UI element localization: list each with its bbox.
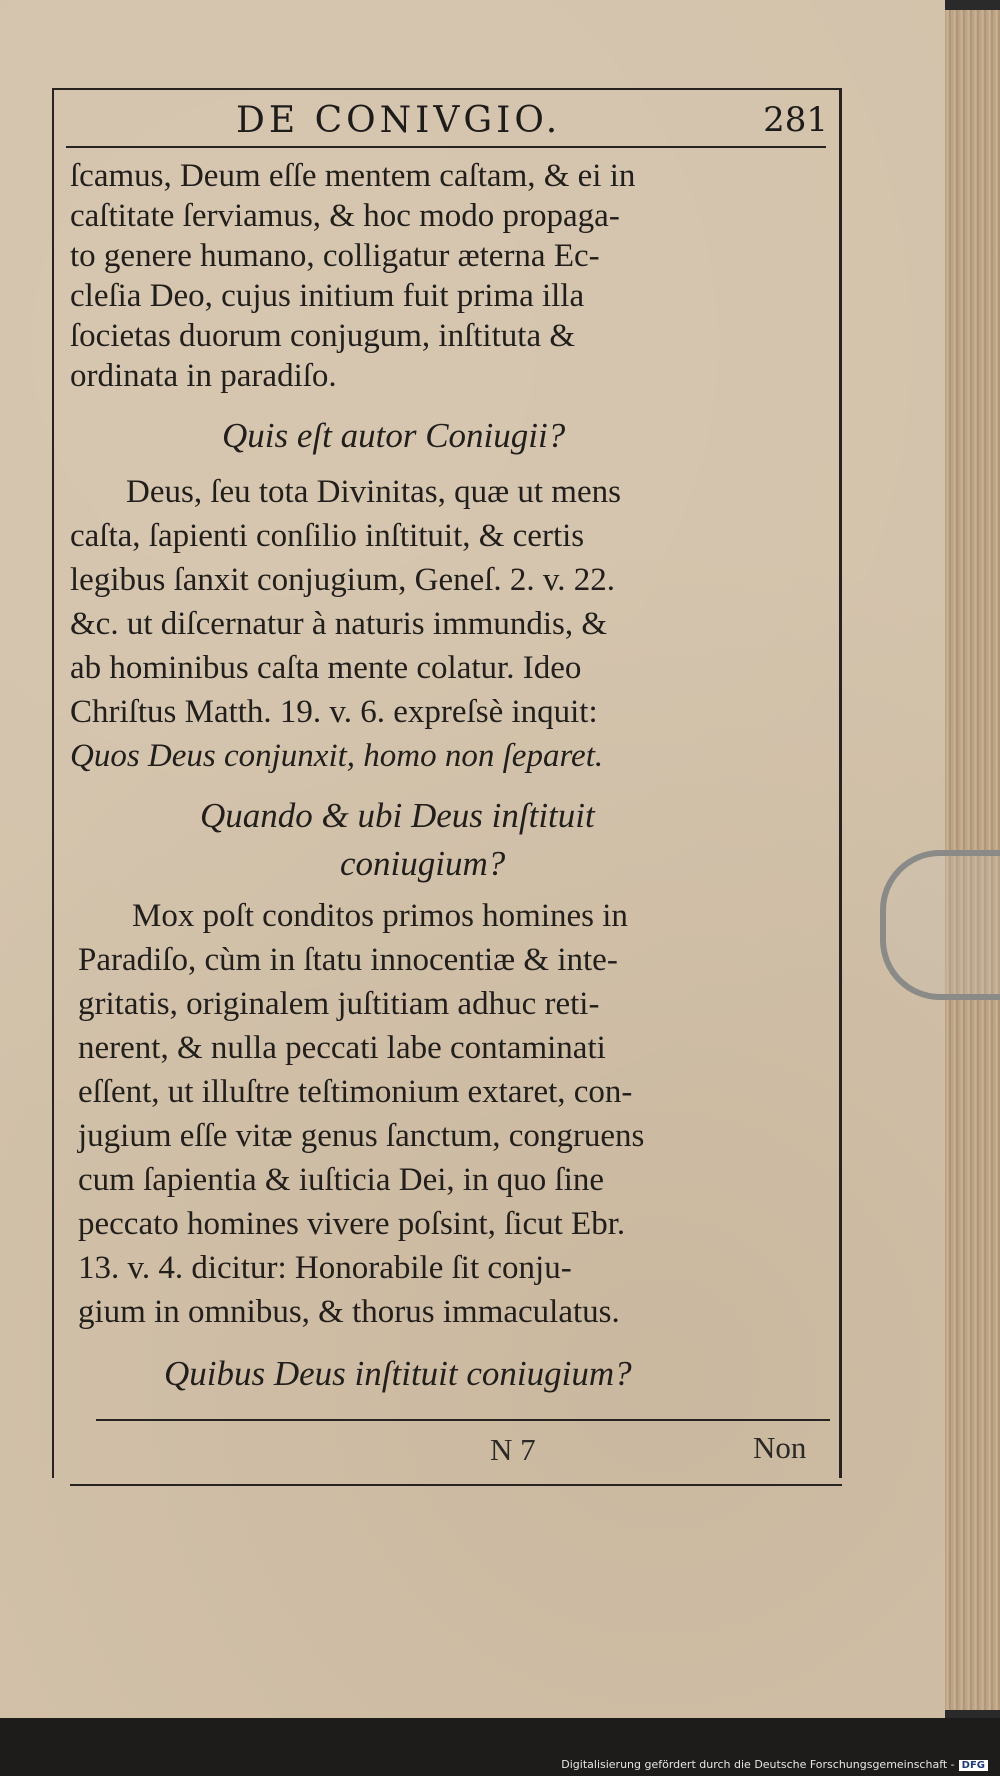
text-line: Mox poſt conditos primos homines in <box>132 898 628 934</box>
text-line: caſtitate ſerviamus, & hoc modo propaga- <box>70 198 620 234</box>
signature-rule <box>96 1419 830 1421</box>
running-head <box>66 100 830 144</box>
text-line: 13. v. 4. dicitur: Honorabile ſit conju- <box>78 1250 572 1286</box>
text-line: cum ſapientia & iuſticia Dei, in quo ſine <box>78 1162 605 1198</box>
digitization-credit <box>561 1758 988 1771</box>
text-line: eſſent, ut illuſtre teſtimonium extaret, con- <box>78 1074 633 1110</box>
text-line: Deus, ſeu tota Divinitas, quæ ut mens <box>126 474 621 510</box>
text-line: caſta, ſapienti conſilio inſtituit, & certis <box>70 518 585 554</box>
text-line: nerent, & nulla peccati labe contaminati <box>78 1030 606 1066</box>
section-heading: Quis eſt autor Coniugii? <box>222 416 566 455</box>
section-heading: coniugium? <box>340 844 506 883</box>
text-line: ſocietas duorum conjugum, inſtituta & <box>70 318 576 354</box>
running-title: DE CONIVGIO. <box>236 100 562 141</box>
quote-line: Quos Deus conjunxit, homo non ſeparet. <box>70 738 604 774</box>
section-heading: Quibus Deus inſtituit coniugium? <box>164 1354 632 1393</box>
text-line: Paradiſo, cùm in ſtatu innocentiæ & inte- <box>78 942 618 978</box>
book-clasp <box>880 850 1000 1000</box>
text-line: peccato homines vivere poſsint, ſicut Ebr. <box>78 1206 626 1242</box>
text-line: gium in omnibus, & thorus immaculatus. <box>78 1294 620 1330</box>
text-line: cleſia Deo, cujus initium fuit prima illa <box>70 278 585 314</box>
dfg-logo: DFG <box>959 1760 988 1771</box>
text-line: ſcamus, Deum eſſe mentem caſtam, & ei in <box>70 158 636 194</box>
text-line: jugium eſſe vitæ genus ſanctum, congruens <box>78 1118 645 1154</box>
text-line: Chriſtus Matth. 19. v. 6. expreſsè inquit: <box>70 694 598 730</box>
signature-mark: N 7 <box>490 1432 536 1467</box>
printed-frame-bottom-rule <box>70 1484 842 1486</box>
catchword: Non <box>753 1430 807 1465</box>
text-line: ordinata in paradiſo. <box>70 358 337 394</box>
page-number: 281 <box>763 100 828 140</box>
text-line: gritatis, originalem juſtitiam adhuc reti- <box>78 986 600 1022</box>
section-heading: Quando & ubi Deus inſtituit <box>200 796 595 835</box>
text-line: &c. ut diſcernatur à naturis immundis, & <box>70 606 608 642</box>
text-line: to genere humano, colligatur æterna Ec- <box>70 238 600 274</box>
credit-text: Digitalisierung gefördert durch die Deutsche Forschungsgemeinschaft - <box>561 1758 955 1771</box>
head-rule <box>66 146 826 148</box>
text-line: ab hominibus caſta mente colatur. Ideo <box>70 650 582 686</box>
text-line: legibus ſanxit conjugium, Geneſ. 2. v. 22. <box>70 562 616 598</box>
